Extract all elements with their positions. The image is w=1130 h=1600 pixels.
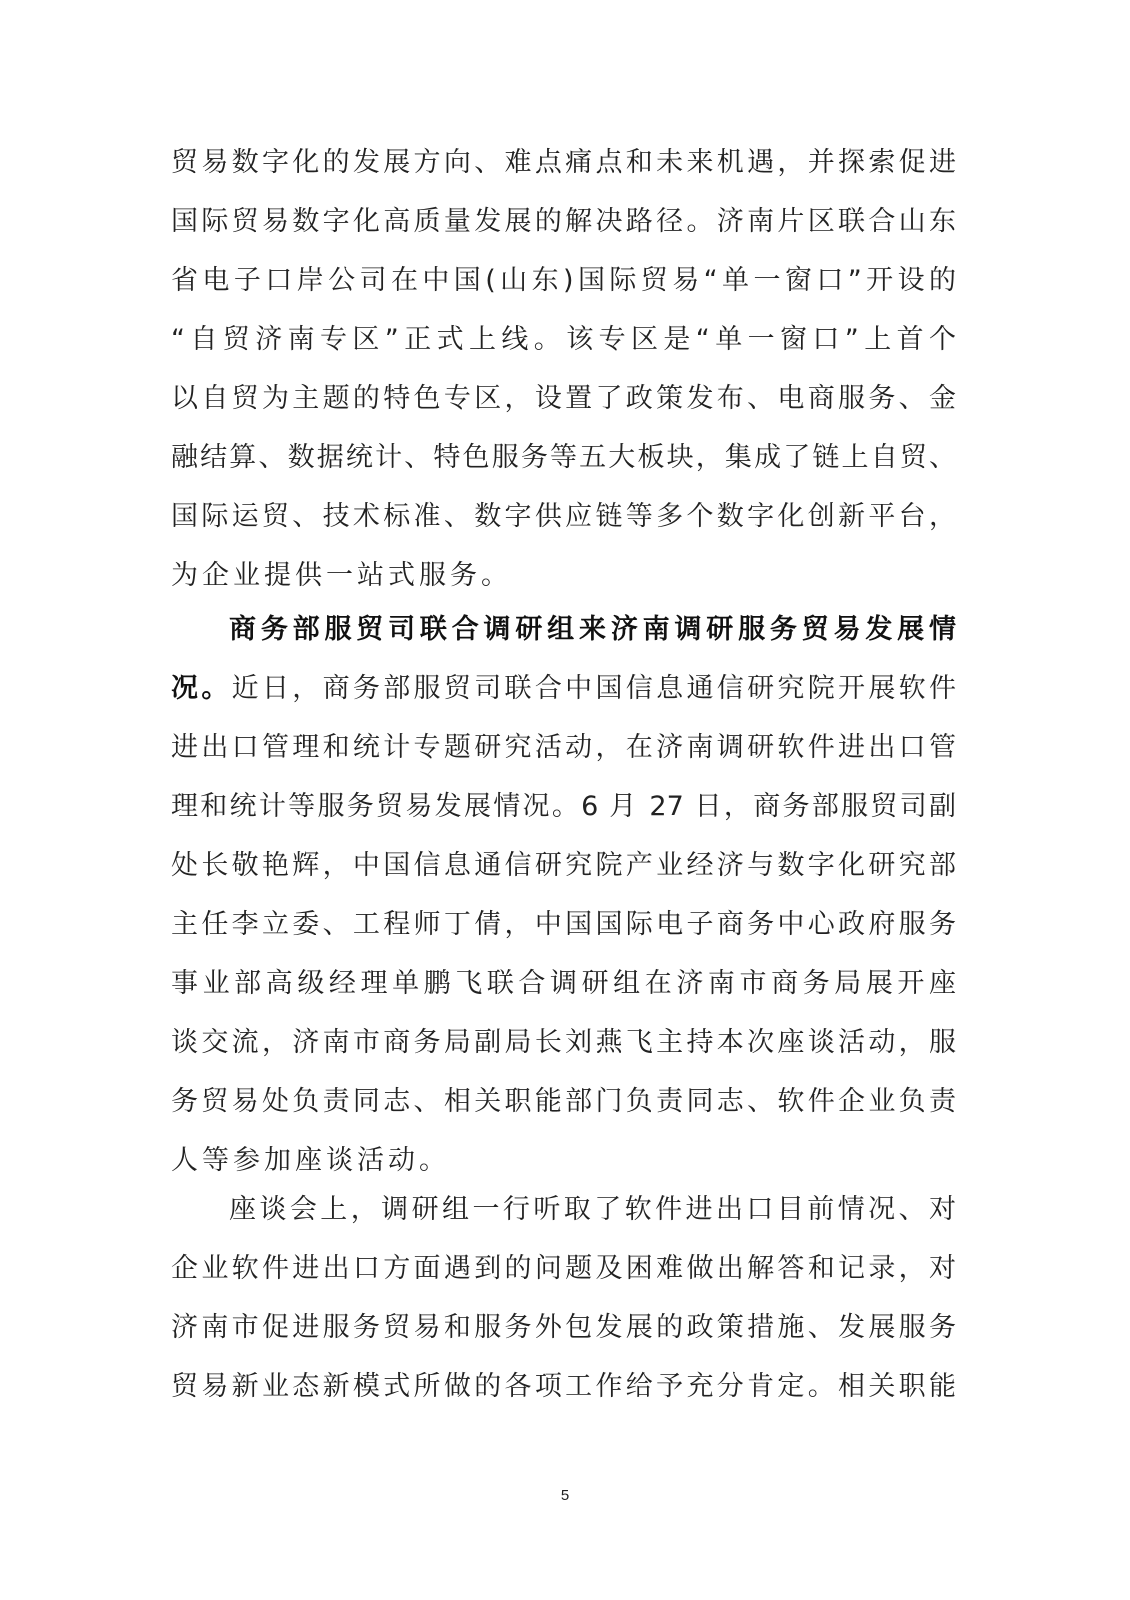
text-line: 处长敬艳辉，中国信息通信研究院产业经济与数字化研究部 [171, 850, 956, 881]
text-line: 贸易新业态新模式所做的各项工作给予充分肯定。相关职能 [171, 1371, 956, 1402]
text-line: 事业部高级经理单鹏飞联合调研组在济南市商务局展开座 [171, 968, 956, 999]
text-line: 为企业提供一站式服务。 [171, 560, 512, 591]
text-line: 省电子口岸公司在中国(山东)国际贸易“单一窗口”开设的 [171, 265, 956, 296]
text-line-rest: 近日，商务部服贸司联合中国信息通信研究院开展软件 [231, 673, 956, 704]
text-line: 融结算、数据统计、特色服务等五大板块，集成了链上自贸、 [171, 442, 956, 473]
text-line: 国际运贸、技术标准、数字供应链等多个数字化创新平台， [171, 501, 956, 532]
text-line: 济南市促进服务贸易和服务外包发展的政策措施、发展服务 [171, 1312, 956, 1343]
page-number: 5 [560, 1487, 570, 1504]
text-line: 主任李立委、工程师丁倩，中国国际电子商务中心政府服务 [171, 909, 956, 940]
text-line: 理和统计等服务贸易发展情况。6 月 27 日，商务部服贸司副 [171, 791, 956, 822]
paragraph-3 [171, 1180, 956, 1416]
text-line: 以自贸为主题的特色专区，设置了政策发布、电商服务、金 [171, 383, 956, 414]
text-line: 进出口管理和统计专题研究活动，在济南调研软件进出口管 [171, 732, 956, 763]
text-line [171, 659, 956, 718]
paragraph-1 [171, 133, 956, 605]
text-line: 谈交流，济南市商务局副局长刘燕飞主持本次座谈活动，服 [171, 1027, 956, 1058]
paragraph-2 [171, 600, 956, 1190]
text-line: “自贸济南专区”正式上线。该专区是“单一窗口”上首个 [171, 324, 956, 355]
section-heading-end: 况。 [171, 673, 232, 704]
text-line: 国际贸易数字化高质量发展的解决路径。济南片区联合山东 [171, 206, 956, 237]
text-line: 企业软件进出口方面遇到的问题及困难做出解答和记录，对 [171, 1253, 956, 1284]
section-heading: 商务部服贸司联合调研组来济南调研服务贸易发展情 [229, 614, 956, 645]
text-line: 人等参加座谈活动。 [171, 1145, 450, 1176]
text-line: 贸易数字化的发展方向、难点痛点和未来机遇，并探索促进 [171, 147, 956, 178]
text-line: 务贸易处负责同志、相关职能部门负责同志、软件企业负责 [171, 1086, 956, 1117]
text-line: 座谈会上，调研组一行听取了软件进出口目前情况、对 [229, 1194, 956, 1225]
